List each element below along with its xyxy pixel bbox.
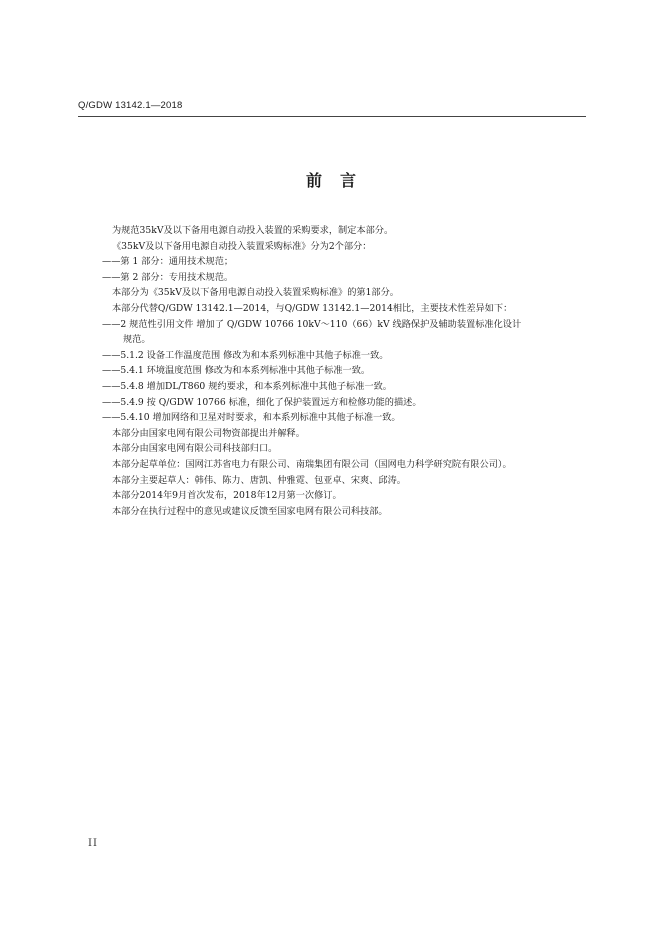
foreword-body xyxy=(88,223,588,519)
paragraph-line: 本部分2014年9月首次发布，2018年12月第一次修订。 xyxy=(112,490,342,502)
paragraph-line: ——2 规范性引用文件 增加了 Q/GDW 10766 10kV～110（66）kV 线路保护及辅助装置标准化设计 xyxy=(102,318,522,330)
paragraph-line: 本部分在执行过程中的意见或建议反馈至国家电网有限公司科技部。 xyxy=(112,505,388,517)
paragraph-line: ——第 2 部分：专用技术规范。 xyxy=(102,271,234,283)
paragraph-line: ——5.1.2 设备工作温度范围 修改为和本系列标准中其他子标准一致。 xyxy=(102,349,389,361)
paragraph-line: 本部分代替Q/GDW 13142.1—2014，与Q/GDW 13142.1—2014相比，主要技术性差异如下： xyxy=(112,302,513,314)
paragraph-line: 本部分起草单位：国网江苏省电力有限公司、南瑞集团有限公司（国网电力科学研究院有限公司）。 xyxy=(112,458,512,470)
paragraph-line: 《35kV及以下备用电源自动投入装置采购标准》分为2个部分： xyxy=(112,240,372,252)
paragraph-line: ——5.4.9 按 Q/GDW 10766 标准，细化了保护装置远方和检修功能的描述。 xyxy=(102,396,422,408)
header-rule xyxy=(78,116,586,117)
paragraph-line: 本部分由国家电网有限公司科技部归口。 xyxy=(112,443,278,455)
paragraph-line: ——第 1 部分：通用技术规范； xyxy=(102,256,234,268)
paragraph-line: ——5.4.8 增加DL/T860 规约要求，和本系列标准中其他子标准一致。 xyxy=(102,380,392,392)
paragraph-line: 本部分由国家电网有限公司物资部提出并解释。 xyxy=(112,427,305,439)
document-code: Q/GDW 13142.1—2018 xyxy=(78,100,183,111)
paragraph-line: 为规范35kV及以下备用电源自动投入装置的采购要求，制定本部分。 xyxy=(112,225,394,236)
paragraph-line: ——5.4.1 环境温度范围 修改为和本系列标准中其他子标准一致。 xyxy=(102,365,371,377)
page-title: 前言 xyxy=(305,171,374,190)
page-number: II xyxy=(88,838,98,849)
paragraph-line: 规范。 xyxy=(123,334,151,346)
paragraph-line: 本部分为《35kV及以下备用电源自动投入装置采购标准》的第1部分。 xyxy=(112,287,399,299)
paragraph-line: 本部分主要起草人：韩伟、陈力、唐凯、仲雅霓、包亚卓、宋爽、邱涛。 xyxy=(112,474,406,486)
paragraph-line: ——5.4.10 增加网络和卫星对时要求，和本系列标准中其他子标准一致。 xyxy=(102,412,401,424)
